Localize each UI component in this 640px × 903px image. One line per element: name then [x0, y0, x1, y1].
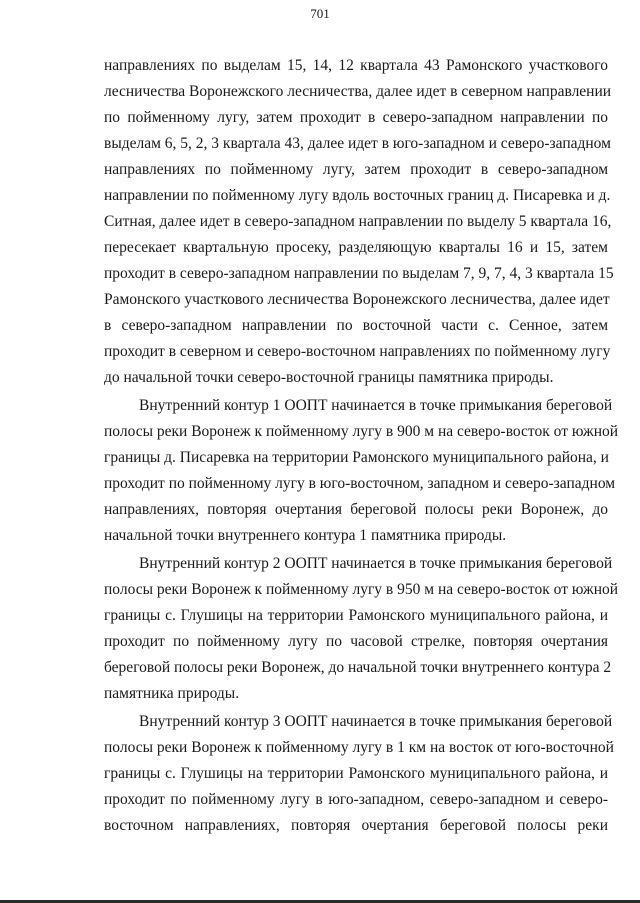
text-line: направлениях по пойменному лугу, затем проходит в северо-западном [104, 161, 608, 178]
text-line: полосы реки Воронеж к пойменному лугу в 1 км на восток от юго-восточной [104, 739, 614, 756]
text-line: береговой полосы реки Воронеж, до начальной точки внутреннего контура 2 [104, 659, 612, 676]
text-line: пересекает квартальную просеку, разделяющую кварталы 16 и 15, затем [104, 239, 608, 256]
text-line: границы д. Писаревка на территории Рамонского муниципального района, и [104, 449, 609, 466]
paragraph-first-line: Внутренний контур 2 ООПТ начинается в точке примыкания береговой [139, 555, 613, 572]
text-line: выделам 6, 5, 2, 3 квартала 43, далее идет в юго-западном и северо-западном [104, 135, 611, 152]
text-line: границы с. Глушицы на территории Рамонского муниципального района, и [104, 607, 608, 624]
text-line: направлениях, повторяя очертания береговой полосы реки Воронеж, до [104, 501, 608, 518]
text-line: проходит в северо-западном направлении по выделам 7, 9, 7, 4, 3 квартала 15 [104, 265, 614, 282]
text-line: Ситная, далее идет в северо-западном направлении по выделу 5 квартала 16, [104, 213, 612, 230]
paragraph-first-line: Внутренний контур 1 ООПТ начинается в точке примыкания береговой [139, 397, 613, 414]
text-line: проходит в северном и северо-восточном направлениях по пойменному лугу [104, 343, 611, 360]
text-line: начальной точки внутреннего контура 1 памятника природы. [104, 527, 507, 544]
text-line: направлении по пойменному лугу вдоль восточных границ д. Писаревка и д. [104, 187, 611, 204]
text-line: проходит по пойменному лугу в юго-восточном, западном и северо-западном [104, 475, 616, 492]
text-line: проходит по пойменному лугу в юго-западном, северо-западном и северо- [104, 791, 608, 808]
text-line: проходит по пойменному лугу по часовой стрелке, повторяя очертания [104, 633, 608, 650]
text-line: Рамонского участкового лесничества Воронежского лесничества, далее идет [104, 291, 610, 308]
page-number: 701 [310, 6, 330, 21]
text-line: полосы реки Воронеж к пойменному лугу в 900 м на северо-восток от южной [104, 423, 619, 440]
text-line: направлениях по выделам 15, 14, 12 квартала 43 Рамонского участкового [104, 57, 608, 74]
paragraph-first-line: Внутренний контур 3 ООПТ начинается в точке примыкания береговой [139, 713, 613, 730]
text-line: границы с. Глушицы на территории Рамонского муниципального района, и [104, 765, 608, 782]
text-line: по пойменному лугу, затем проходит в северо-западном направлении по [104, 109, 608, 126]
text-line: до начальной точки северо-восточной границы памятника природы. [104, 369, 554, 386]
text-line: полосы реки Воронеж к пойменному лугу в 950 м на северо-восток от южной [104, 581, 619, 598]
text-line: в северо-западном направлении по восточной части с. Сенное, затем [104, 317, 608, 334]
text-line: восточном направлениях, повторяя очертания береговой полосы реки [104, 817, 608, 834]
text-line: памятника природы. [104, 685, 240, 702]
text-line: лесничества Воронежского лесничества, далее идет в северном направлении [104, 83, 612, 100]
